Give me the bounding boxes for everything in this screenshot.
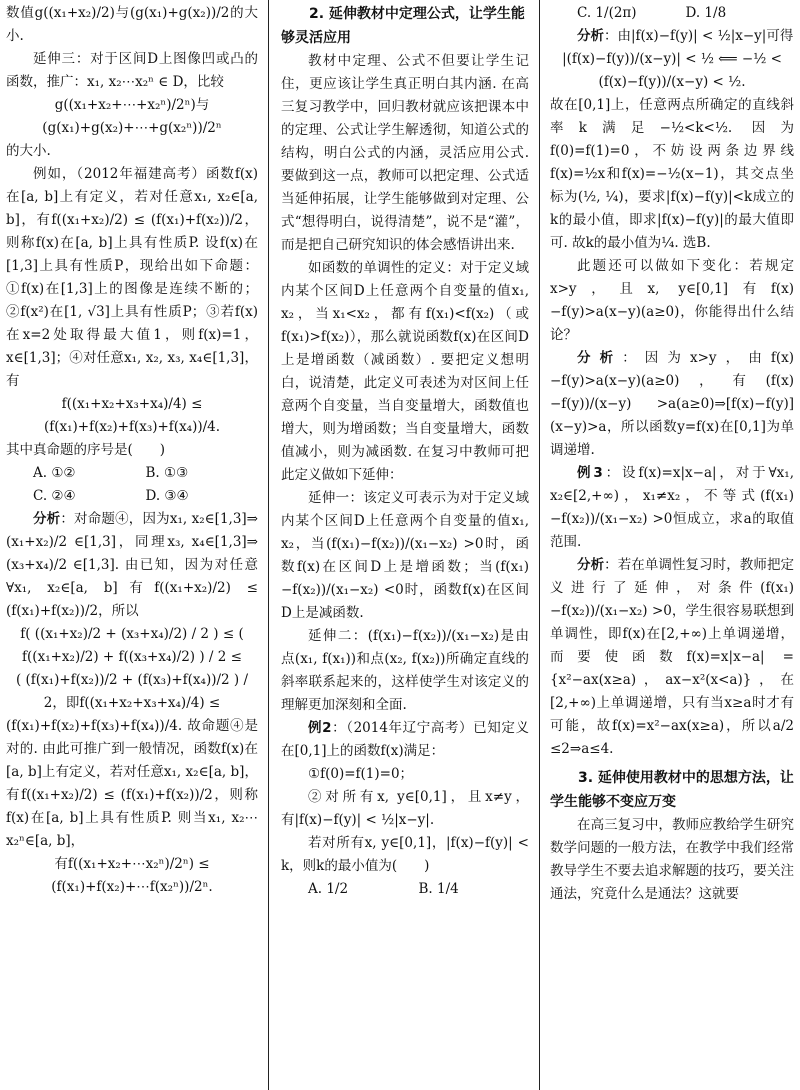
paragraph-textbook: 教材中定理、公式不但要让学生记住，更应该让学生真正明白其内涵. 在高三复习教学中，回归教材就应该把课本中的定理、公式让学生解透彻，知道公式的结构，明白公式的内涵，灵活应用公式. 要做到这一点，教师可以把定理、公式适当延伸拓展，让学生能够做到对定理、公式“想得明白，说得清楚”，说不是“灌”，而是把自己研究知识的体会感悟讲出来. (281, 53, 529, 253)
section-heading-3: 3. 延伸使用教材中的思想方法，让学生能够不变应万变 (550, 770, 794, 810)
option-d: D. 1/8 (685, 5, 727, 21)
column-divider-1 (268, 0, 269, 1090)
formula-nested-2: ( (f(x₁)+f(x₂))/2 + (f(x₃)+f(x₄))/2 ) / 2，即f((x₁+x₂+x₃+x₄)/4) ≤ (15, 672, 249, 711)
column-middle (277, 0, 533, 1090)
example-3-label: 例3 (577, 465, 603, 481)
example-2-options-cont (550, 2, 794, 25)
formula-general: 有f((x₁+x₂+⋯x₂ⁿ)/2ⁿ) ≤ (f(x₁)+f(x₂)+⋯f(x₂ⁿ))/2ⁿ. (51, 856, 213, 895)
formula-four-points: f((x₁+x₂+x₃+x₄)/4) ≤ (f(x₁)+f(x₂)+f(x₃)+f(x₄))/4. (43, 396, 221, 435)
example-2-label: 例2 (308, 720, 332, 736)
analysis-variation (550, 347, 794, 462)
formula-slope: |(f(x)−f(y))/(x−y)| < ½ ⟸ −½ < (f(x)−f(y))/(x−y) < ½. (562, 51, 782, 90)
example-2 (281, 717, 529, 763)
paragraph-compare-intro: 数值g((x₁+x₂)/2)与(g(x₁)+g(x₂))/2的大小. (6, 5, 258, 44)
extension-two: 延伸二：(f(x₁)−f(x₂))/(x₁−x₂)是由点(x₁, f(x₁))和点(x₂, f(x₂))所确定直线的斜率联系起来的，这样使学生对该定义的理解更加深刻和全面. (281, 628, 529, 713)
section-heading-2: 2. 延伸教材中定理公式，让学生能够灵活应用 (281, 6, 525, 46)
analysis-text: ：若在单调性复习时，教师把定义进行了延伸，对条件(f(x₁)−f(x₂))/(x₁−x₂) >0，学生很容易联想到单调性，即f(x)在[2,+∞)上单调递增，而要使函数f(x)=x|x−a| = {x²−ax(x≥a)，ax−x²(x<a)}，在[2,+∞)上单调递增，只有当x≥a时才有可能，故f(x)=x²−ax(x≥a)，所以a/2 ≤2⇒a≤4. (550, 557, 795, 757)
analysis-text: ：由|f(x)−f(y)| < ½|x−y|可得 (604, 28, 794, 44)
formula-compare: g((x₁+x₂+⋯+x₂ⁿ)/2ⁿ)与(g(x₁)+g(x₂)+⋯+g(x₂ⁿ))/2ⁿ (42, 97, 222, 136)
analysis-text: ：因为x>y，由f(x)−f(y)>a(x−y)(a≥0)，有(f(x)−f(y))/(x−y) >a(a≥0)⇒[f(x)−f(y)](x−y)>a，所以函数y=f(x)在[0,1]为单调递增. (550, 350, 794, 458)
example-2-question: 若对所有x, y∈[0,1]，|f(x)−f(y)| < k，则k的最小值为( ) (281, 835, 529, 874)
analysis-label: 分析 (33, 511, 61, 527)
analysis-label: 分析 (577, 350, 623, 366)
option-c: C. ②④ (33, 488, 76, 504)
column-right (546, 0, 800, 1090)
variation-paragraph: 此题还可以做如下变化：若规定x>y，且x, y∈[0,1]有f(x)−f(y)>a(x−y)(a≥0)，你能得出什么结论？ (550, 258, 794, 343)
analysis-example-2 (550, 25, 794, 48)
extension-three: 延伸三：对于区间D上图像凹或凸的函数，推广：x₁, x₂⋯x₂ⁿ ∈ D，比较 (6, 51, 258, 90)
analysis-text: ：对命题④，因为x₁, x₂∈[1,3]⇒ (x₁+x₂)/2 ∈[1,3]，同理x₃, x₄∈[1,3]⇒ (x₃+x₄)/2 ∈[1,3]. 由已知，因为对任意∀x₁, x₂∈[a, b]有f((x₁+x₂)/2) ≤ (f(x₁)+f(x₂))/2，所以 (6, 511, 258, 619)
question-prompt: 其中真命题的序号是( ) (6, 442, 166, 458)
formula-nested-1: f( ((x₁+x₂)/2 + (x₃+x₄)/2) / 2 ) ≤ ( f((x₁+x₂)/2) + f((x₃+x₄)/2) ) / 2 ≤ (20, 626, 244, 665)
option-d: D. ③④ (145, 488, 189, 504)
example-3 (550, 462, 794, 554)
analysis-slope-text: 故在[0,1]上，任意两点所确定的直线斜率k满足−½<k<½. 因为f(0)=f(1)=0，不妨设两条边界线f(x)=½x和f(x)=−½(x−1)，其交点坐标为(½, ¼)，要求|f(x)−f(y)|<k成立的k的最小值，即求|f(x)−f(y)|的最大值即可. 故k的最小值为¼. 选B. (550, 97, 794, 251)
analysis-example-3 (550, 554, 794, 761)
option-b: B. 1/4 (418, 881, 459, 897)
options-row-2 (6, 485, 258, 508)
paragraph-size: 的大小. (6, 143, 51, 159)
option-a: A. 1/2 (308, 881, 349, 897)
column-left (0, 0, 262, 1090)
condition-2: ②对所有x, y∈[0,1]，且x≠y，有|f(x)−f(y)| < ½|x−y|. (281, 789, 529, 828)
example-3-text: ：设f(x)=x|x−a|，对于∀x₁, x₂∈[2,+∞)，x₁≠x₂，不等式(f(x₁)−f(x₂))/(x₁−x₂) >0恒成立，求a的取值范围. (550, 465, 794, 550)
paragraph-methods: 在高三复习中，教师应教给学生研究数学问题的一般方法，在教学中我们经常教导学生不要去追求解题的技巧，要关注通法，究竟什么是通法？这就要 (550, 817, 794, 902)
column-divider-2 (539, 0, 540, 1090)
example-2-text: ：（2014年辽宁高考）已知定义在[0,1]上的函数f(x)满足： (281, 720, 529, 759)
options-row-1 (6, 462, 258, 485)
condition-1: ①f(0)=f(1)=0； (308, 766, 414, 782)
option-c: C. 1/(2π) (577, 5, 637, 21)
paragraph-monotonic: 如函数的单调性的定义：对于定义域内某个区间D上任意两个自变量的值x₁, x₂，当x₁<x₂，都有f(x₁)<f(x₂)（或f(x₁)>f(x₂)），那么就说函数f(x)在区间D上是增函数（减函数）. 要把定义想明白，说清楚，此定义可表述为对区间上任意两个自变量，当自变量增大，函数值也增大，则为增函数；当自变量增大，函数值减小，则为减函数. 在复习中教师可把此定义做如下延伸： (281, 260, 529, 483)
analysis-label: 分析 (577, 557, 605, 573)
analysis-label: 分析 (577, 28, 604, 44)
analysis-generalization: (f(x₁)+f(x₂)+f(x₃)+f(x₄))/4. 故命题④是对的. 由此可推广到一般情况，函数f(x)在[a, b]上有定义，若对任意x₁, x₂∈[a, b]，有f((x₁+x₂)/2) ≤ (f(x₁)+f(x₂))/2，则称f(x)在[a, b]上具有性质P. 则当x₁, x₂⋯x₂ⁿ∈[a, b]， (6, 718, 258, 849)
extension-one: 延伸一：该定义可表示为对于定义域内某个区间D上任意两个自变量的值x₁, x₂，当(f(x₁)−f(x₂))/(x₁−x₂) >0时，函数f(x)在区间D上是增函数；当(f(x₁)−f(x₂))/(x₁−x₂) <0时，函数f(x)在区间D上是减函数. (281, 490, 529, 621)
example-2-options (281, 878, 529, 901)
example-fujian: 例如，（2012年福建高考）函数f(x)在[a, b]上有定义，若对任意x₁, x₂∈[a, b]，有f((x₁+x₂)/2) ≤ (f(x₁)+f(x₂))/2，则称f(x)在[a, b]上具有性质P. 设f(x)在[1,3]上具有性质P，现给出如下命题：①f(x)在[1,3]上的图像是连续不断的；②f(x²)在[1, √3]上具有性质P；③若f(x)在x=2处取得最大值1，则f(x)=1，x∈[1,3]；④对任意x₁, x₂, x₃, x₄∈[1,3]，有 (6, 166, 258, 389)
option-a: A. ①② (33, 465, 76, 481)
option-b: B. ①③ (145, 465, 189, 481)
analysis-paragraph (6, 508, 258, 623)
